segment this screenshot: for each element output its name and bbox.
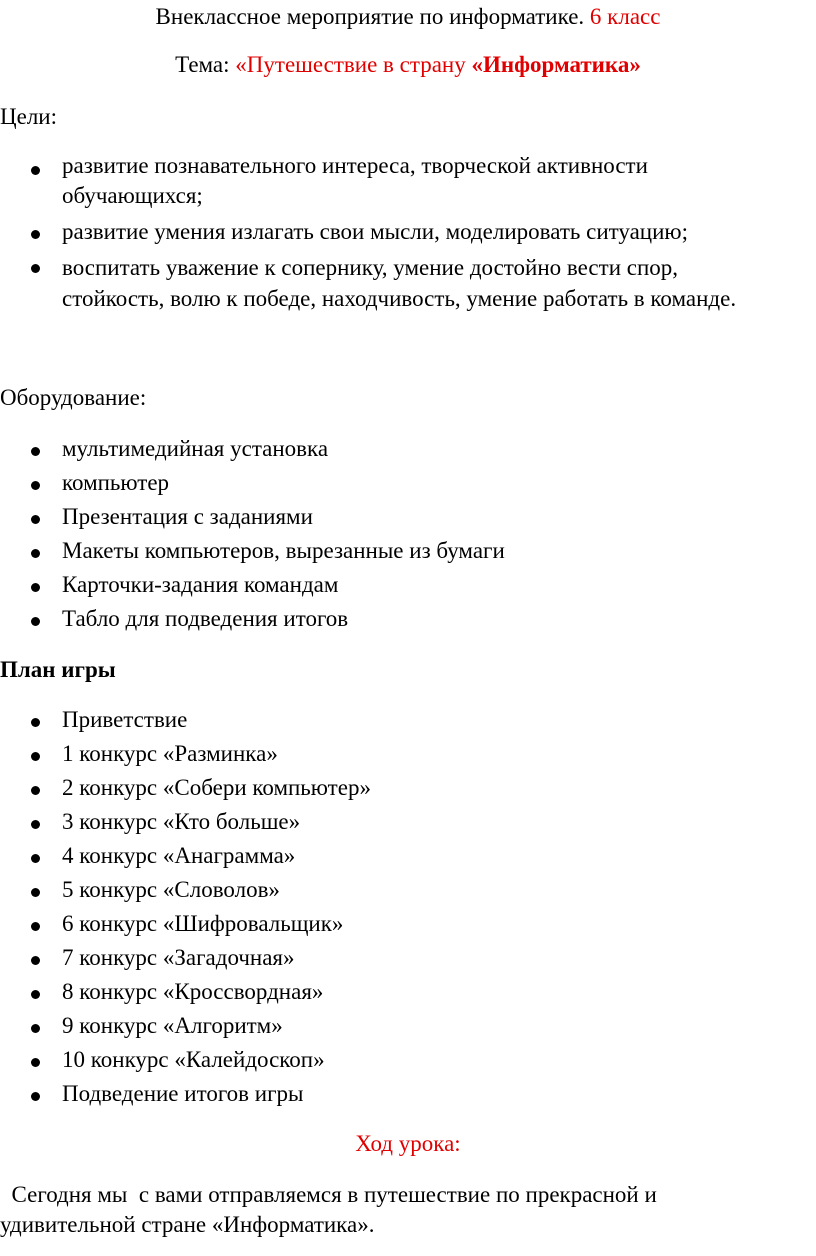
topic-bold: «Информатика»: [471, 52, 641, 77]
lesson-paragraph-line2: удивительной стране «Информатика».: [0, 1212, 375, 1237]
equipment-item: Макеты компьютеров, вырезанные из бумаги: [62, 538, 505, 563]
plan-item: 7 конкурс «Загадочная»: [62, 945, 295, 970]
bullet-icon: [31, 922, 40, 931]
bullet-icon: [31, 888, 40, 897]
lesson-heading: Ход урока:: [355, 1131, 461, 1156]
plan-heading: План игры: [0, 657, 116, 682]
topic-label: Тема:: [175, 52, 236, 77]
plan-item: 8 конкурс «Кроссвордная»: [62, 979, 324, 1004]
goal-item-2: развитие умения излагать свои мысли, моделировать ситуацию;: [62, 219, 688, 244]
equipment-item: Карточки-задания командам: [62, 572, 339, 597]
equipment-item: компьютер: [62, 470, 170, 495]
plan-item: Подведение итогов игры: [62, 1081, 304, 1106]
bullet-icon: [31, 1024, 40, 1033]
plan-item: 1 конкурс «Разминка»: [62, 741, 278, 766]
plan-item: 4 конкурс «Анаграмма»: [62, 843, 296, 868]
goal-item-1-line2: обучающихся;: [62, 183, 203, 208]
bullet-icon: [31, 264, 40, 273]
bullet-icon: [31, 990, 40, 999]
equipment-item: мультимедийная установка: [62, 436, 329, 461]
plan-item: 5 конкурс «Словолов»: [62, 877, 280, 902]
bullet-icon: [31, 956, 40, 965]
bullet-icon: [31, 583, 40, 592]
title-text: Внеклассное мероприятие по информатике.: [155, 4, 590, 29]
bullet-icon: [31, 166, 40, 175]
topic-line: [0, 50, 816, 80]
equipment-item: Презентация с заданиями: [62, 504, 313, 529]
plan-item: 2 конкурс «Собери компьютер»: [62, 775, 371, 800]
goal-item-3-line1: воспитать уважение к сопернику, умение достойно вести спор,: [62, 255, 679, 280]
plan-item: 10 конкурс «Калейдоскоп»: [62, 1047, 325, 1072]
bullet-icon: [31, 515, 40, 524]
bullet-icon: [31, 549, 40, 558]
plan-item: 9 конкурс «Алгоритм»: [62, 1013, 283, 1038]
bullet-icon: [31, 1058, 40, 1067]
bullet-icon: [31, 752, 40, 761]
goal-item-1-line1: развитие познавательного интереса, творческой активности: [62, 153, 648, 178]
document-title: [0, 2, 816, 32]
equipment-item: Табло для подведения итогов: [62, 606, 349, 631]
equipment-heading: Оборудование:: [0, 385, 147, 410]
bullet-icon: [31, 854, 40, 863]
goals-heading: Цели:: [0, 104, 57, 129]
bullet-icon: [31, 617, 40, 626]
bullet-icon: [31, 820, 40, 829]
plan-item: Приветствие: [62, 707, 188, 732]
bullet-icon: [31, 481, 40, 490]
bullet-icon: [31, 1092, 40, 1101]
plan-item: 6 конкурс «Шифровальщик»: [62, 911, 344, 936]
bullet-icon: [31, 447, 40, 456]
grade-text: 6 класс: [589, 4, 661, 29]
bullet-icon: [31, 718, 40, 727]
topic-quote: «Путешествие в страну: [235, 52, 472, 77]
bullet-icon: [31, 230, 40, 239]
goal-item-3-line2: стойкость, волю к победе, находчивость, умение работать в команде.: [62, 286, 737, 311]
lesson-paragraph-line1: Сегодня мы с вами отправляемся в путешествие по прекрасной и: [0, 1182, 657, 1207]
plan-item: 3 конкурс «Кто больше»: [62, 809, 301, 834]
bullet-icon: [31, 786, 40, 795]
